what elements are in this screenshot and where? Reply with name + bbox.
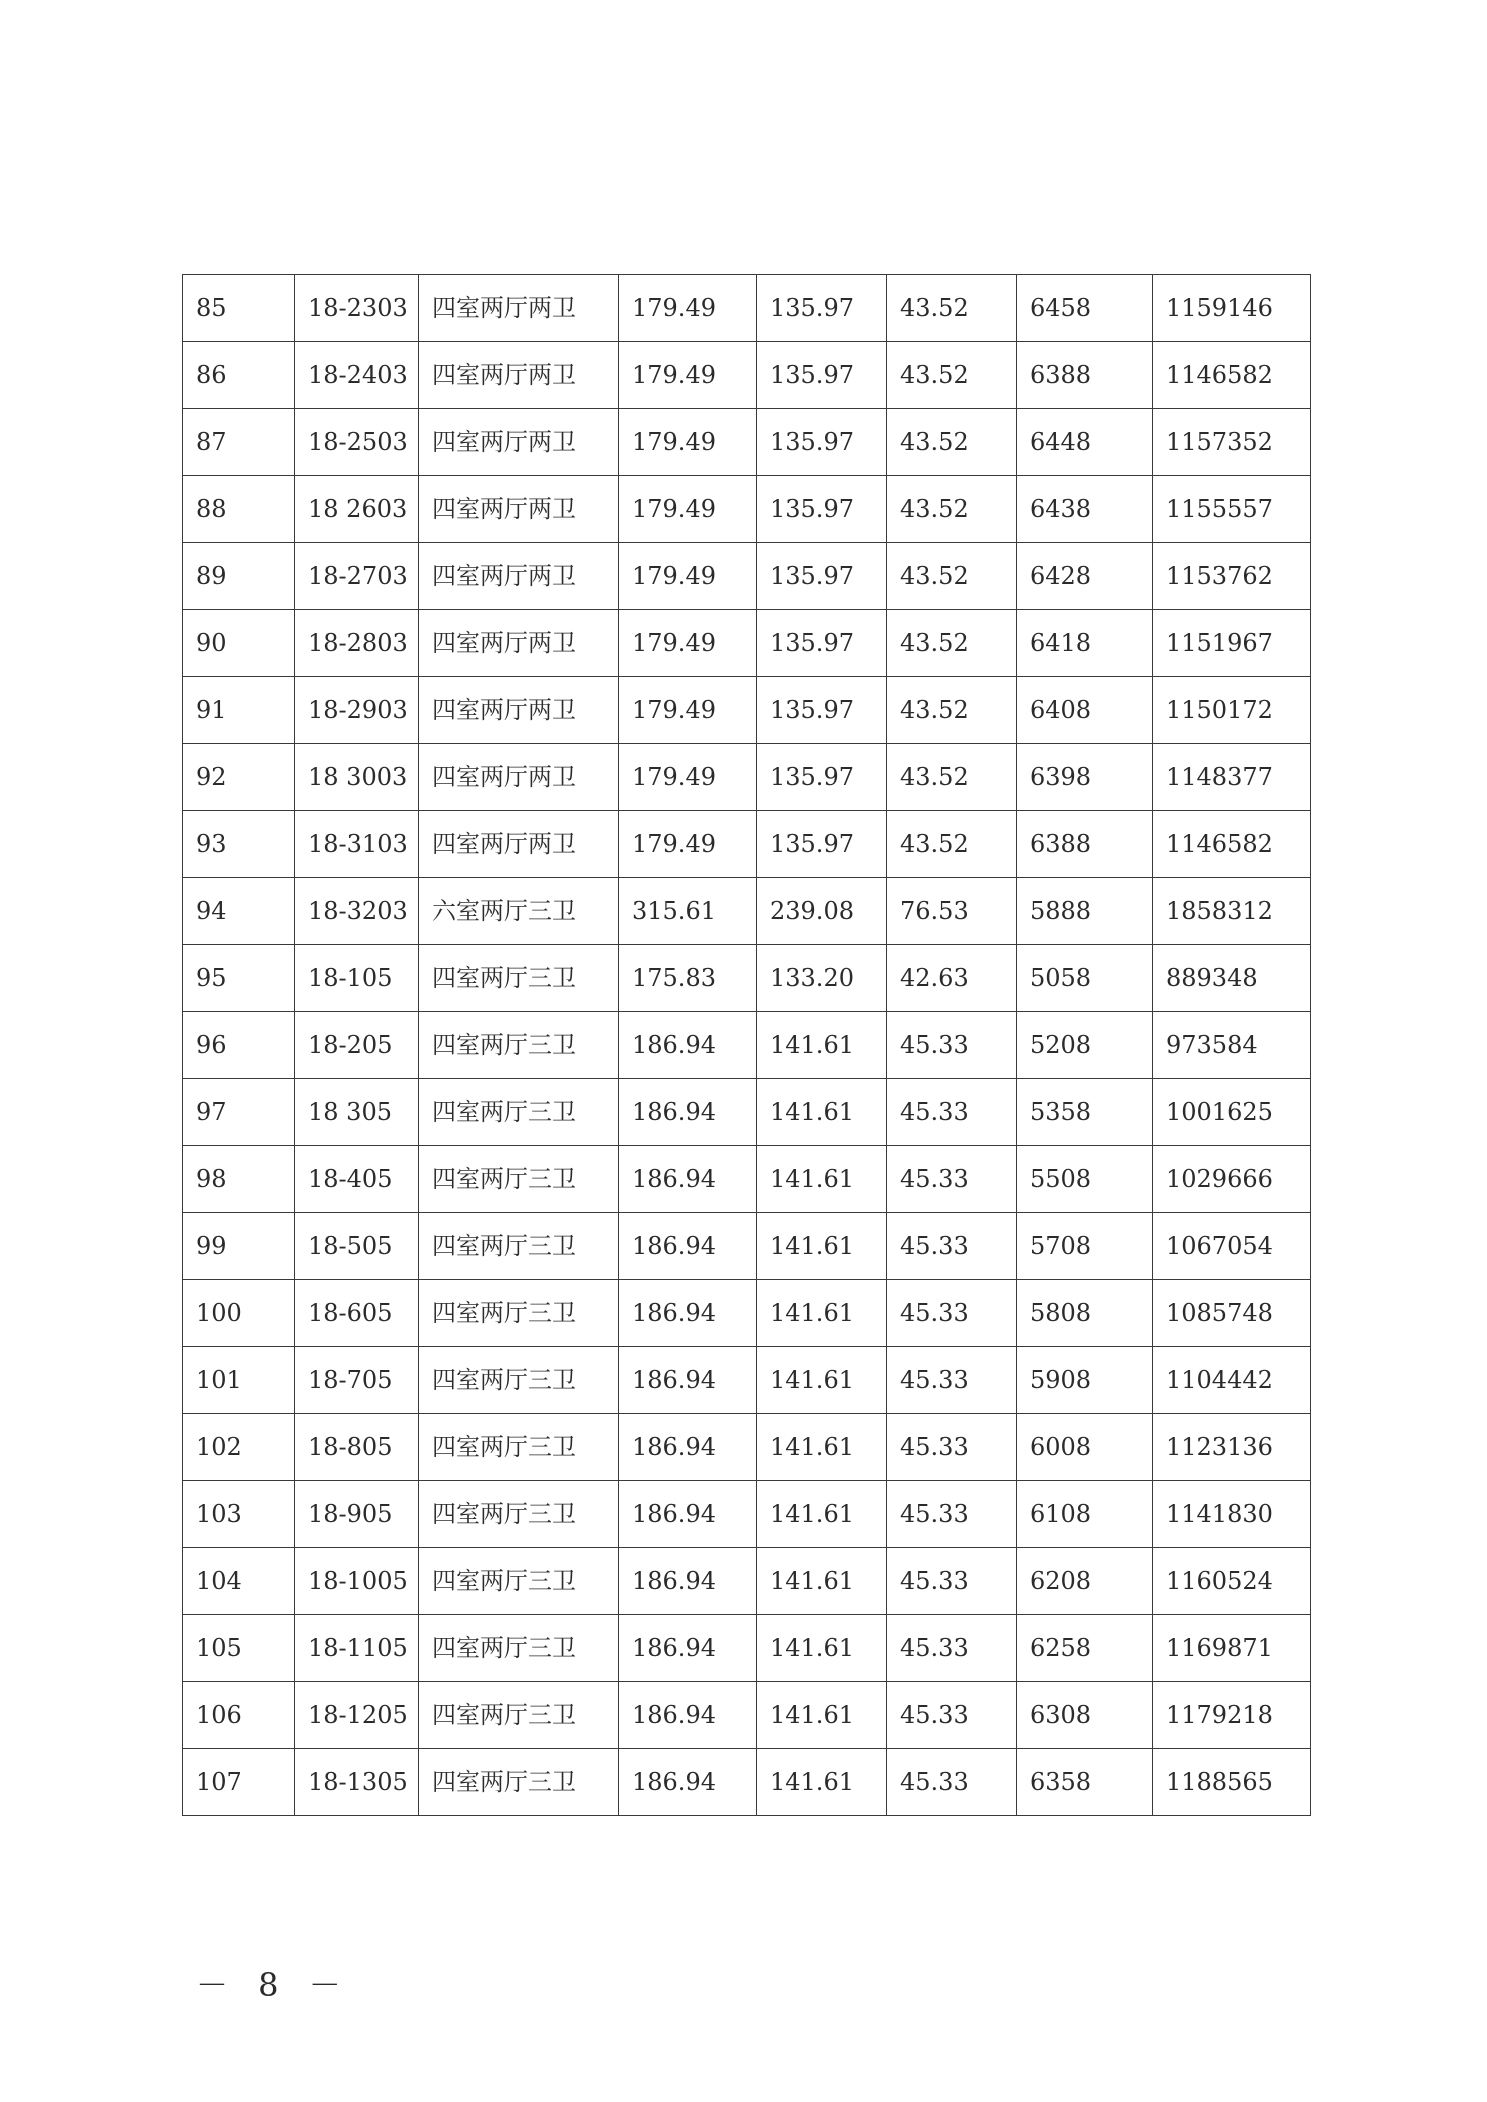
table-row — [183, 945, 1311, 1012]
table-row — [183, 1481, 1311, 1548]
total-price-cell: 1146582 — [1153, 342, 1311, 409]
total-price-cell: 1104442 — [1153, 1347, 1311, 1414]
inner-area-cell: 239.08 — [757, 878, 887, 945]
room-number-cell: 18-1305 — [295, 1749, 419, 1816]
inner-area-cell: 135.97 — [757, 409, 887, 476]
unit-price-cell: 6448 — [1017, 409, 1153, 476]
building-area-cell: 179.49 — [619, 543, 757, 610]
housing-price-table — [182, 274, 1311, 1816]
room-number-cell: 18 305 — [295, 1079, 419, 1146]
unit-type-cell: 四室两厅两卫 — [419, 744, 619, 811]
table-row — [183, 1079, 1311, 1146]
building-area-cell: 179.49 — [619, 409, 757, 476]
shared-area-cell: 43.52 — [887, 744, 1017, 811]
table-row — [183, 811, 1311, 878]
shared-area-cell: 76.53 — [887, 878, 1017, 945]
row-number-cell: 98 — [183, 1146, 295, 1213]
inner-area-cell: 141.61 — [757, 1146, 887, 1213]
table-row — [183, 275, 1311, 342]
row-number-cell: 101 — [183, 1347, 295, 1414]
unit-price-cell: 5508 — [1017, 1146, 1153, 1213]
inner-area-cell: 141.61 — [757, 1213, 887, 1280]
total-price-cell: 973584 — [1153, 1012, 1311, 1079]
unit-type-cell: 六室两厅三卫 — [419, 878, 619, 945]
room-number-cell: 18-605 — [295, 1280, 419, 1347]
unit-type-cell: 四室两厅三卫 — [419, 1213, 619, 1280]
building-area-cell: 179.49 — [619, 744, 757, 811]
unit-price-cell: 6108 — [1017, 1481, 1153, 1548]
total-price-cell: 1155557 — [1153, 476, 1311, 543]
shared-area-cell: 43.52 — [887, 677, 1017, 744]
row-number-cell: 87 — [183, 409, 295, 476]
building-area-cell: 186.94 — [619, 1079, 757, 1146]
shared-area-cell: 45.33 — [887, 1079, 1017, 1146]
inner-area-cell: 141.61 — [757, 1012, 887, 1079]
room-number-cell: 18-205 — [295, 1012, 419, 1079]
unit-price-cell: 6308 — [1017, 1682, 1153, 1749]
inner-area-cell: 135.97 — [757, 610, 887, 677]
unit-price-cell: 5708 — [1017, 1213, 1153, 1280]
inner-area-cell: 141.61 — [757, 1615, 887, 1682]
room-number-cell: 18-2503 — [295, 409, 419, 476]
row-number-cell: 104 — [183, 1548, 295, 1615]
inner-area-cell: 135.97 — [757, 811, 887, 878]
building-area-cell: 186.94 — [619, 1682, 757, 1749]
unit-type-cell: 四室两厅两卫 — [419, 476, 619, 543]
shared-area-cell: 45.33 — [887, 1146, 1017, 1213]
row-number-cell: 86 — [183, 342, 295, 409]
table-row — [183, 543, 1311, 610]
unit-type-cell: 四室两厅三卫 — [419, 1347, 619, 1414]
building-area-cell: 186.94 — [619, 1347, 757, 1414]
table-row — [183, 1548, 1311, 1615]
room-number-cell: 18-3103 — [295, 811, 419, 878]
unit-type-cell: 四室两厅两卫 — [419, 543, 619, 610]
unit-type-cell: 四室两厅两卫 — [419, 342, 619, 409]
inner-area-cell: 141.61 — [757, 1749, 887, 1816]
table-row — [183, 744, 1311, 811]
room-number-cell: 18 3003 — [295, 744, 419, 811]
inner-area-cell: 135.97 — [757, 543, 887, 610]
unit-price-cell: 5058 — [1017, 945, 1153, 1012]
room-number-cell: 18-105 — [295, 945, 419, 1012]
total-price-cell: 1858312 — [1153, 878, 1311, 945]
unit-type-cell: 四室两厅三卫 — [419, 1146, 619, 1213]
row-number-cell: 105 — [183, 1615, 295, 1682]
shared-area-cell: 45.33 — [887, 1012, 1017, 1079]
unit-type-cell: 四室两厅两卫 — [419, 409, 619, 476]
room-number-cell: 18-2903 — [295, 677, 419, 744]
row-number-cell: 96 — [183, 1012, 295, 1079]
inner-area-cell: 141.61 — [757, 1682, 887, 1749]
total-price-cell: 1123136 — [1153, 1414, 1311, 1481]
unit-price-cell: 5888 — [1017, 878, 1153, 945]
inner-area-cell: 141.61 — [757, 1414, 887, 1481]
shared-area-cell: 45.33 — [887, 1414, 1017, 1481]
table-row — [183, 1414, 1311, 1481]
total-price-cell: 1159146 — [1153, 275, 1311, 342]
table-row — [183, 610, 1311, 677]
building-area-cell: 186.94 — [619, 1280, 757, 1347]
unit-type-cell: 四室两厅三卫 — [419, 1749, 619, 1816]
unit-type-cell: 四室两厅三卫 — [419, 1079, 619, 1146]
shared-area-cell: 45.33 — [887, 1749, 1017, 1816]
unit-price-cell: 6358 — [1017, 1749, 1153, 1816]
row-number-cell: 100 — [183, 1280, 295, 1347]
table-row — [183, 342, 1311, 409]
unit-price-cell: 6428 — [1017, 543, 1153, 610]
unit-price-cell: 5808 — [1017, 1280, 1153, 1347]
table-row — [183, 1347, 1311, 1414]
shared-area-cell: 43.52 — [887, 409, 1017, 476]
unit-price-cell: 6008 — [1017, 1414, 1153, 1481]
shared-area-cell: 45.33 — [887, 1280, 1017, 1347]
shared-area-cell: 42.63 — [887, 945, 1017, 1012]
unit-type-cell: 四室两厅三卫 — [419, 1548, 619, 1615]
shared-area-cell: 45.33 — [887, 1481, 1017, 1548]
inner-area-cell: 135.97 — [757, 744, 887, 811]
unit-type-cell: 四室两厅三卫 — [419, 1280, 619, 1347]
table-row — [183, 1280, 1311, 1347]
inner-area-cell: 135.97 — [757, 275, 887, 342]
table-row — [183, 677, 1311, 744]
room-number-cell: 18-2803 — [295, 610, 419, 677]
total-price-cell: 1179218 — [1153, 1682, 1311, 1749]
total-price-cell: 1160524 — [1153, 1548, 1311, 1615]
building-area-cell: 179.49 — [619, 275, 757, 342]
table-row — [183, 409, 1311, 476]
row-number-cell: 103 — [183, 1481, 295, 1548]
unit-type-cell: 四室两厅两卫 — [419, 610, 619, 677]
unit-price-cell: 6438 — [1017, 476, 1153, 543]
shared-area-cell: 43.52 — [887, 476, 1017, 543]
inner-area-cell: 141.61 — [757, 1481, 887, 1548]
total-price-cell: 1148377 — [1153, 744, 1311, 811]
shared-area-cell: 45.33 — [887, 1347, 1017, 1414]
building-area-cell: 186.94 — [619, 1146, 757, 1213]
unit-price-cell: 6458 — [1017, 275, 1153, 342]
unit-type-cell: 四室两厅两卫 — [419, 811, 619, 878]
building-area-cell: 179.49 — [619, 811, 757, 878]
shared-area-cell: 43.52 — [887, 342, 1017, 409]
row-number-cell: 94 — [183, 878, 295, 945]
unit-type-cell: 四室两厅三卫 — [419, 1012, 619, 1079]
total-price-cell: 1157352 — [1153, 409, 1311, 476]
inner-area-cell: 141.61 — [757, 1548, 887, 1615]
unit-price-cell: 5358 — [1017, 1079, 1153, 1146]
building-area-cell: 186.94 — [619, 1012, 757, 1079]
building-area-cell: 175.83 — [619, 945, 757, 1012]
room-number-cell: 18-705 — [295, 1347, 419, 1414]
total-price-cell: 1151967 — [1153, 610, 1311, 677]
unit-price-cell: 6208 — [1017, 1548, 1153, 1615]
table-row — [183, 1615, 1311, 1682]
shared-area-cell: 45.33 — [887, 1615, 1017, 1682]
total-price-cell: 1067054 — [1153, 1213, 1311, 1280]
room-number-cell: 18-1205 — [295, 1682, 419, 1749]
table-row — [183, 1213, 1311, 1280]
row-number-cell: 88 — [183, 476, 295, 543]
total-price-cell: 1141830 — [1153, 1481, 1311, 1548]
inner-area-cell: 135.97 — [757, 677, 887, 744]
inner-area-cell: 135.97 — [757, 342, 887, 409]
total-price-cell: 1029666 — [1153, 1146, 1311, 1213]
row-number-cell: 92 — [183, 744, 295, 811]
shared-area-cell: 43.52 — [887, 275, 1017, 342]
total-price-cell: 1169871 — [1153, 1615, 1311, 1682]
row-number-cell: 107 — [183, 1749, 295, 1816]
room-number-cell: 18-405 — [295, 1146, 419, 1213]
inner-area-cell: 141.61 — [757, 1079, 887, 1146]
unit-price-cell: 5208 — [1017, 1012, 1153, 1079]
shared-area-cell: 45.33 — [887, 1548, 1017, 1615]
inner-area-cell: 133.20 — [757, 945, 887, 1012]
unit-price-cell: 6418 — [1017, 610, 1153, 677]
building-area-cell: 186.94 — [619, 1414, 757, 1481]
room-number-cell: 18 2603 — [295, 476, 419, 543]
building-area-cell: 186.94 — [619, 1749, 757, 1816]
row-number-cell: 97 — [183, 1079, 295, 1146]
total-price-cell: 889348 — [1153, 945, 1311, 1012]
building-area-cell: 179.49 — [619, 342, 757, 409]
unit-type-cell: 四室两厅两卫 — [419, 275, 619, 342]
shared-area-cell: 45.33 — [887, 1682, 1017, 1749]
room-number-cell: 18-2303 — [295, 275, 419, 342]
unit-type-cell: 四室两厅三卫 — [419, 1615, 619, 1682]
total-price-cell: 1146582 — [1153, 811, 1311, 878]
building-area-cell: 186.94 — [619, 1548, 757, 1615]
unit-price-cell: 6398 — [1017, 744, 1153, 811]
shared-area-cell: 43.52 — [887, 610, 1017, 677]
page-number: － 8 － — [196, 1966, 351, 2004]
total-price-cell: 1153762 — [1153, 543, 1311, 610]
inner-area-cell: 141.61 — [757, 1347, 887, 1414]
unit-type-cell: 四室两厅三卫 — [419, 945, 619, 1012]
building-area-cell: 179.49 — [619, 610, 757, 677]
row-number-cell: 95 — [183, 945, 295, 1012]
building-area-cell: 179.49 — [619, 476, 757, 543]
row-number-cell: 89 — [183, 543, 295, 610]
total-price-cell: 1001625 — [1153, 1079, 1311, 1146]
room-number-cell: 18-2403 — [295, 342, 419, 409]
room-number-cell: 18-1005 — [295, 1548, 419, 1615]
table-body — [183, 275, 1311, 1816]
row-number-cell: 99 — [183, 1213, 295, 1280]
unit-type-cell: 四室两厅三卫 — [419, 1682, 619, 1749]
table-row — [183, 1012, 1311, 1079]
unit-type-cell: 四室两厅三卫 — [419, 1414, 619, 1481]
total-price-cell: 1188565 — [1153, 1749, 1311, 1816]
row-number-cell: 91 — [183, 677, 295, 744]
building-area-cell: 179.49 — [619, 677, 757, 744]
building-area-cell: 186.94 — [619, 1615, 757, 1682]
room-number-cell: 18-805 — [295, 1414, 419, 1481]
building-area-cell: 186.94 — [619, 1213, 757, 1280]
unit-type-cell: 四室两厅三卫 — [419, 1481, 619, 1548]
table-row — [183, 1146, 1311, 1213]
row-number-cell: 106 — [183, 1682, 295, 1749]
room-number-cell: 18-905 — [295, 1481, 419, 1548]
inner-area-cell: 135.97 — [757, 476, 887, 543]
room-number-cell: 18-2703 — [295, 543, 419, 610]
total-price-cell: 1150172 — [1153, 677, 1311, 744]
room-number-cell: 18-1105 — [295, 1615, 419, 1682]
unit-price-cell: 6388 — [1017, 811, 1153, 878]
row-number-cell: 90 — [183, 610, 295, 677]
room-number-cell: 18-3203 — [295, 878, 419, 945]
unit-type-cell: 四室两厅两卫 — [419, 677, 619, 744]
shared-area-cell: 43.52 — [887, 543, 1017, 610]
table-row — [183, 878, 1311, 945]
table-row — [183, 1682, 1311, 1749]
shared-area-cell: 43.52 — [887, 811, 1017, 878]
row-number-cell: 93 — [183, 811, 295, 878]
building-area-cell: 186.94 — [619, 1481, 757, 1548]
row-number-cell: 102 — [183, 1414, 295, 1481]
table-row — [183, 1749, 1311, 1816]
unit-price-cell: 5908 — [1017, 1347, 1153, 1414]
room-number-cell: 18-505 — [295, 1213, 419, 1280]
total-price-cell: 1085748 — [1153, 1280, 1311, 1347]
shared-area-cell: 45.33 — [887, 1213, 1017, 1280]
unit-price-cell: 6258 — [1017, 1615, 1153, 1682]
unit-price-cell: 6408 — [1017, 677, 1153, 744]
row-number-cell: 85 — [183, 275, 295, 342]
table-row — [183, 476, 1311, 543]
building-area-cell: 315.61 — [619, 878, 757, 945]
inner-area-cell: 141.61 — [757, 1280, 887, 1347]
unit-price-cell: 6388 — [1017, 342, 1153, 409]
